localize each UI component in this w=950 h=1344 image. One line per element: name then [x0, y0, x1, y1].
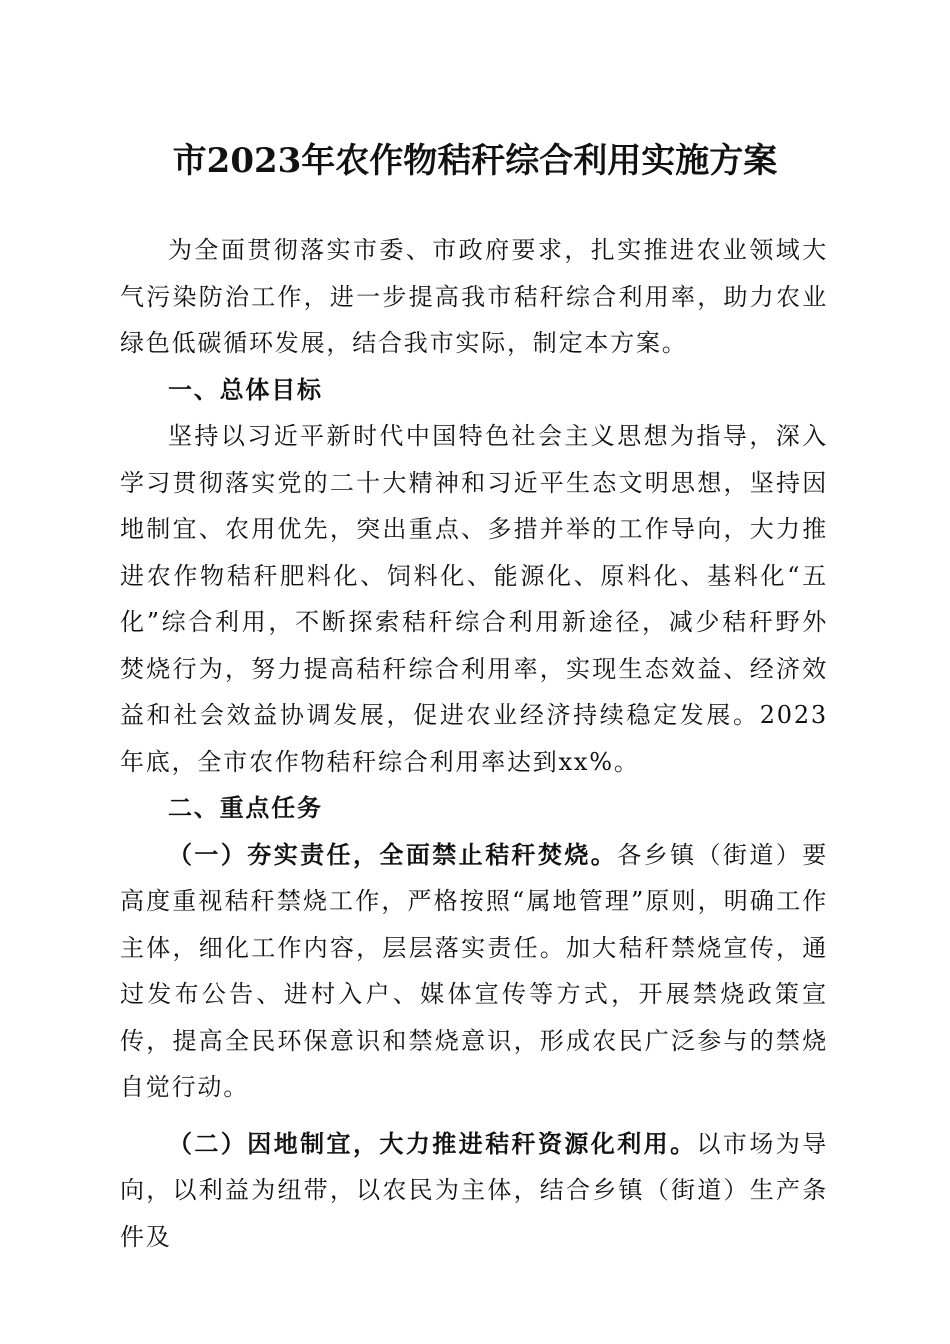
task-1-paragraph	[120, 832, 828, 1111]
overall-goals-paragraph: 坚持以习近平新时代中国特色社会主义思想为指导，深入学习贯彻落实党的二十大精神和习近平生态文明思想，坚持因地制宜、农用优先，突出重点、多措并举的工作导向，大力推进农作物秸秆肥料化、饲料化、能源化、原料化、基料化“五化”综合利用，不断探索秸秆综合利用新途径，减少秸秆野外焚烧行为，努力提高秸秆综合利用率，实现生态效益、经济效益和社会效益协调发展，促进农业经济持续稳定发展。2023年底，全市农作物秸秆综合利用率达到xx%。	[120, 422, 828, 776]
task-1-lead: （一）夯实责任，全面禁止秸秆焚烧。	[168, 839, 618, 869]
task-2-text: 以市场为导向，以利益为纽带，以农民为主体，结合乡镇（街道）生产条件及	[120, 1129, 828, 1251]
task-2-paragraph	[120, 1121, 828, 1261]
paragraph-gap	[120, 1111, 828, 1121]
section-heading-overall-goals: 一、总体目标	[168, 375, 323, 404]
document-body	[120, 227, 828, 1260]
task-2-lead: （二）因地制宜，大力推进秸秆资源化利用。	[168, 1128, 697, 1158]
task-1-text: 各乡镇（街道）要高度重视秸秆禁烧工作，严格按照“属地管理”原则，明确工作主体，细化工作内容，层层落实责任。加大秸秆禁烧宣传，通过发布公告、进村入户、媒体宣传等方式，开展禁烧政策宣传，提高全民环保意识和禁烧意识，形成农民广泛参与的禁烧自觉行动。	[120, 840, 828, 1101]
intro-paragraph: 为全面贯彻落实市委、市政府要求，扎实推进农业领域大气污染防治工作，进一步提高我市秸秆综合利用率，助力农业绿色低碳循环发展，结合我市实际，制定本方案。	[120, 236, 828, 357]
section-heading-key-tasks: 二、重点任务	[168, 794, 323, 822]
document-title: 市2023年农作物秸秆综合利用实施方案	[172, 141, 778, 181]
